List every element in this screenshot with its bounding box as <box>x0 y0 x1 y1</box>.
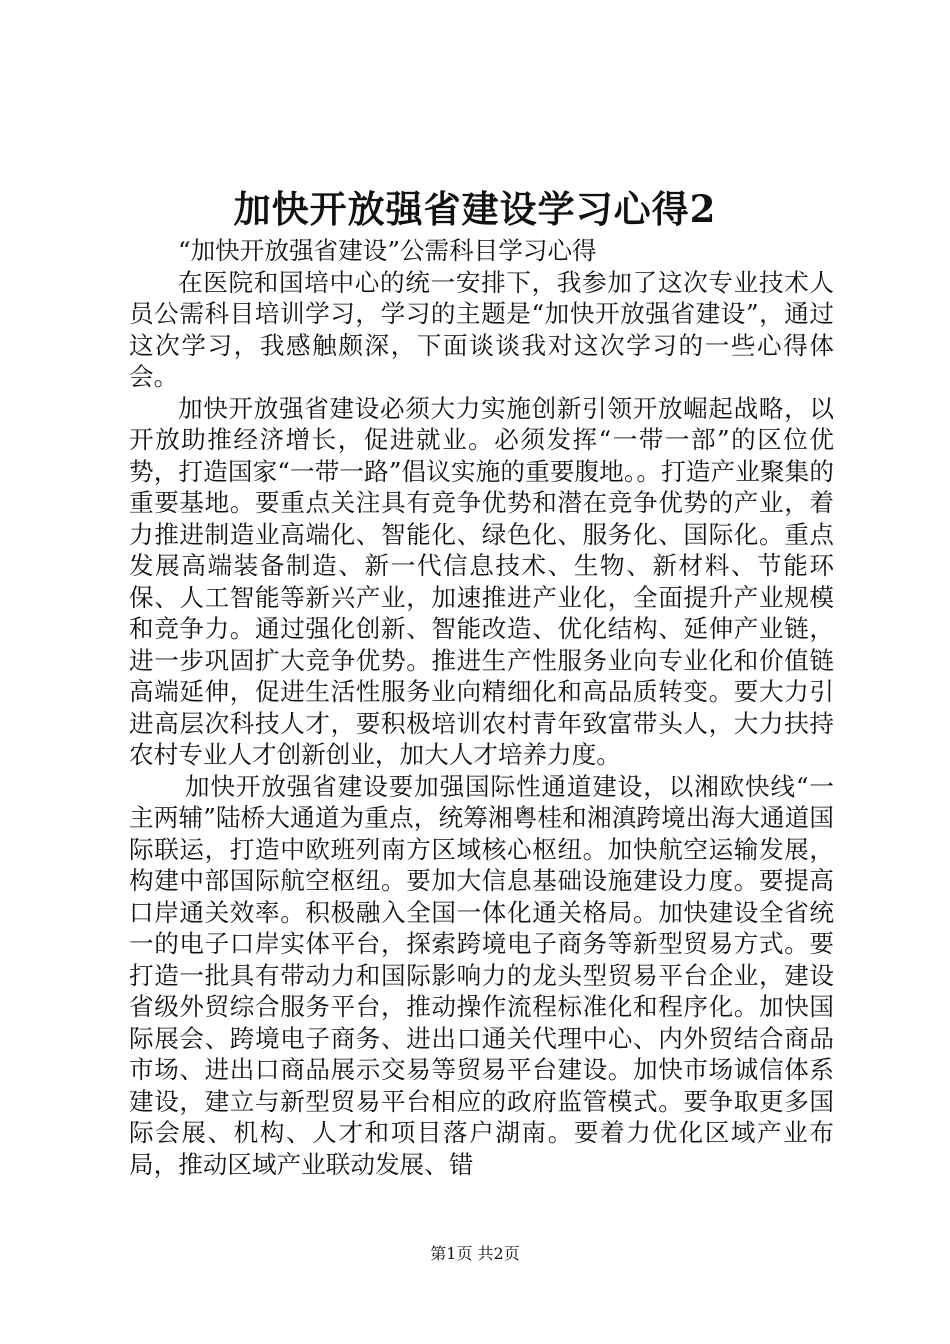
paragraph: 加快开放强省建设必须大力实施创新引领开放崛起战略，以开放助推经济增长，促进就业。必须发挥“一带一部”的区位优势，打造国家“一带一路”倡议实施的重要腹地。。打造产业聚集的重要基地。要重点关注具有竞争优势和潜在竞争优势的产业，着力推进制造业高端化、智能化、绿色化、服务化、国际化。重点发展高端装备制造、新一代信息技术、生物、新材料、节能环保、人工智能等新兴产业，加速推进产业化，全面提升产业规模和竞争力。通过强化创新、智能改造、优化结构、延伸产业链，进一步巩固扩大竞争优势。推进生产性服务业向专业化和价值链高端延伸，促进生活性服务业向精细化和高品质转变。要大力引进高层次科技人才，要积极培训农村青年致富带头人，大力扶持农村专业人才创新创业，加大人才培养力度。 <box>129 393 834 769</box>
document-subtitle: “加快开放强省建设”公需科目学习心得 <box>178 236 597 265</box>
document-title: 加快开放强省建设学习心得2 <box>233 187 717 231</box>
document-body <box>129 235 834 1180</box>
page-footer: 第1页 共2页 <box>430 1244 520 1263</box>
paragraph: 加快开放强省建设要加强国际性通道建设，以湘欧快线“一主两辅”陆桥大通道为重点，统筹湘粤桂和湘滇跨境出海大通道国际联运，打造中欧班列南方区域核心枢纽。加快航空运输发展，构建中部国际航空枢纽。要加大信息基础设施建设力度。要提高口岸通关效率。积极融入全国一体化通关格局。加快建设全省统一的电子口岸实体平台，探索跨境电子商务等新型贸易方式。要打造一批具有带动力和国际影响力的龙头型贸易平台企业，建设省级外贸综合服务平台，推动操作流程标准化和程序化。加快国际展会、跨境电子商务、进出口通关代理中心、内外贸结合商品市场、进出口商品展示交易等贸易平台建设。加快市场诚信体系建设，建立与新型贸易平台相应的政府监管模式。要争取更多国际会展、机构、人才和项目落户湖南。要着力优化区域产业布局，推动区域产业联动发展、错 <box>129 771 834 1179</box>
paragraph: 在医院和国培中心的统一安排下，我参加了这次专业技术人员公需科目培训学习，学习的主题是“加快开放强省建设”，通过这次学习，我感触颇深，下面谈谈我对这次学习的一些心得体会。 <box>129 267 834 391</box>
